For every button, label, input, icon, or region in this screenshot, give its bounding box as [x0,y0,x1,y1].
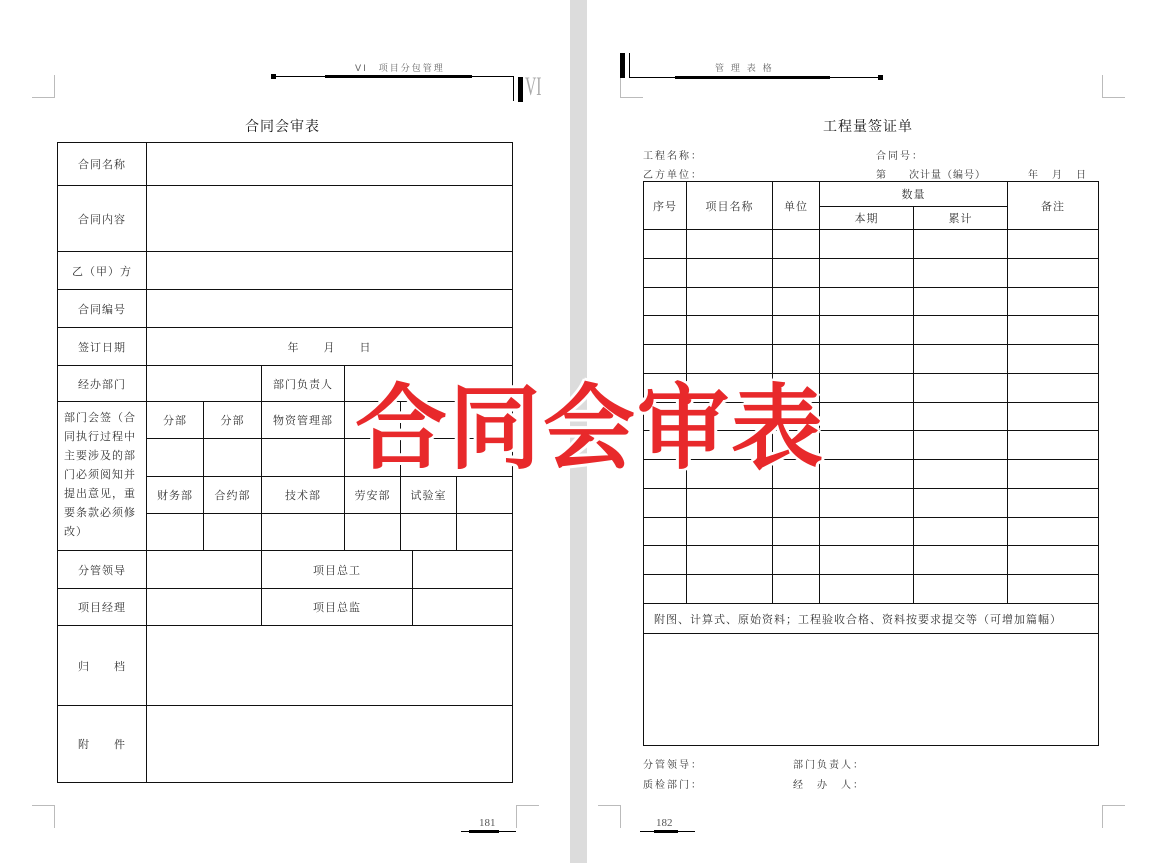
table-cell[interactable] [1007,402,1099,431]
header-rule-bar [518,77,523,102]
table-cell[interactable] [1007,430,1099,460]
table-cell[interactable] [686,574,773,604]
table-cell[interactable] [819,344,914,374]
qc-dept-label: 质检部门： [643,780,703,791]
table-cell[interactable] [1007,574,1099,604]
form-title: 工程量签证单 [823,119,913,135]
label-cell: 归 档 [57,625,147,706]
label-cell: 项目经理 [57,588,147,626]
table-cell[interactable] [819,402,914,431]
dept-head-label: 部门负责人： [793,760,865,771]
crop-mark [1102,75,1125,98]
measure-no-label: 第 次计量（编号） [876,170,986,181]
table-cell[interactable] [643,229,687,259]
table-cell[interactable] [686,229,773,259]
input-cell[interactable] [146,251,513,290]
table-cell[interactable] [1007,459,1099,489]
table-cell[interactable] [1007,258,1099,288]
table-cell[interactable] [643,545,687,575]
input-cell[interactable] [146,588,262,626]
chapter-mark: VI [525,72,542,101]
input-cell[interactable] [146,185,513,252]
note-cell: 附图、计算式、原始资料；工程验收合格、资料按要求提交等（可增加篇幅） [643,603,1099,634]
input-cell[interactable] [146,705,513,783]
header-rule-thick [325,75,472,78]
table-cell[interactable] [643,315,687,345]
table-cell[interactable] [819,459,914,489]
label-cell: 分管领导 [57,550,147,589]
input-cell[interactable] [146,550,262,589]
footer-rule-thick [654,830,678,833]
table-cell[interactable] [643,344,687,374]
contract-no-label: 合同号： [876,151,924,162]
label-cell: 劳安部 [344,476,401,514]
table-cell[interactable] [913,344,1008,374]
label-cell: 分部 [203,401,262,439]
table-cell[interactable] [819,574,914,604]
header-rule-end [629,53,630,77]
label-cell: 经办部门 [57,365,147,402]
label-cell: 合同内容 [57,185,147,252]
leader-label: 分管领导： [643,760,703,771]
table-cell[interactable] [913,517,1008,546]
date-label: 年 月 日 [1028,170,1088,181]
table-cell[interactable] [772,517,820,546]
table-cell[interactable] [913,545,1008,575]
crop-mark [1102,805,1125,828]
crop-mark [32,75,55,98]
table-cell[interactable] [643,258,687,288]
table-cell[interactable] [1007,344,1099,374]
header-rule-thick [675,76,830,79]
input-cell[interactable] [261,513,345,551]
table-cell[interactable] [913,574,1008,604]
party-b-label: 乙方单位： [643,170,703,181]
input-cell[interactable] [203,513,262,551]
table-cell[interactable] [643,488,687,518]
input-cell[interactable] [146,513,204,551]
crop-mark [516,805,539,828]
table-cell[interactable] [819,545,914,575]
input-cell[interactable] [203,438,262,477]
table-cell[interactable] [1007,373,1099,403]
input-cell[interactable] [146,365,262,402]
label-cell: 累计 [913,206,1008,230]
label-cell: 单位 [772,181,820,230]
attachment-area[interactable] [643,633,1099,746]
table-cell[interactable] [772,287,820,316]
table-cell[interactable] [772,258,820,288]
overlay-title: 合同会审表 [355,375,826,482]
label-cell: 备注 [1007,181,1099,230]
table-cell[interactable] [1007,315,1099,345]
header-rule-end [513,76,514,101]
footer-rule-thick [469,830,499,833]
page-number: 181 [479,817,496,829]
input-cell[interactable] [146,438,204,477]
table-cell[interactable] [1007,287,1099,316]
input-cell[interactable] [261,438,345,477]
table-cell[interactable] [913,287,1008,316]
table-cell[interactable] [913,315,1008,345]
table-cell[interactable] [686,287,773,316]
header-rule-bar [620,53,625,78]
table-cell[interactable] [1007,229,1099,259]
table-cell[interactable] [686,517,773,546]
label-cell: 部门会签（合同执行过程中主要涉及的部门必须阅知并提出意见，重要条款必须修改） [57,401,147,551]
table-cell[interactable] [913,488,1008,518]
table-cell[interactable] [819,373,914,403]
table-cell[interactable] [913,373,1008,403]
table-cell[interactable] [772,574,820,604]
label-cell: 附 件 [57,705,147,783]
table-cell[interactable] [819,430,914,460]
table-cell[interactable] [819,287,914,316]
table-cell[interactable] [913,258,1008,288]
table-cell[interactable] [686,488,773,518]
table-cell[interactable] [772,229,820,259]
table-cell[interactable] [643,287,687,316]
page-number: 182 [656,817,673,829]
table-cell[interactable] [772,545,820,575]
header-rule-dot [271,74,276,79]
table-cell[interactable] [819,229,914,259]
crop-mark [598,805,621,828]
input-cell[interactable] [146,625,513,706]
label-cell: 项目总监 [261,588,413,626]
running-header: 管 理 表 格 [715,64,774,74]
table-cell[interactable] [686,545,773,575]
table-cell[interactable] [819,517,914,546]
input-cell[interactable] [400,513,457,551]
input-cell[interactable] [456,513,513,551]
table-cell[interactable] [772,488,820,518]
label-cell: 序号 [643,181,687,230]
label-cell: 技术部 [261,476,345,514]
label-cell: 合同编号 [57,289,147,328]
label-cell: 乙（甲）方 [57,251,147,290]
table-cell[interactable] [913,402,1008,431]
input-cell[interactable] [412,550,513,589]
project-name-label: 工程名称： [643,151,703,162]
table-cell[interactable] [772,344,820,374]
handler-label: 经 办 人： [793,780,865,791]
label-cell: 项目总工 [261,550,413,589]
label-cell: 物资管理部 [261,401,345,439]
table-cell[interactable] [913,459,1008,489]
label-cell: 合约部 [203,476,262,514]
crop-mark [620,75,643,98]
input-cell[interactable] [146,142,513,186]
label-cell: 合同名称 [57,142,147,186]
table-cell[interactable] [913,430,1008,460]
table-cell[interactable] [913,229,1008,259]
table-cell[interactable] [1007,488,1099,518]
table-cell[interactable] [819,488,914,518]
table-cell[interactable] [643,517,687,546]
label-cell: 财务部 [146,476,204,514]
input-cell[interactable] [412,588,513,626]
table-cell[interactable] [1007,545,1099,575]
label-cell: 项目名称 [686,181,773,230]
table-cell[interactable] [772,315,820,345]
table-cell[interactable] [686,344,773,374]
input-cell[interactable] [344,513,401,551]
form-title: 合同会审表 [245,119,320,135]
running-header: VI 项目分包管理 [355,64,445,74]
table-cell[interactable] [819,315,914,345]
table-cell[interactable] [643,574,687,604]
table-cell[interactable] [686,258,773,288]
label-cell: 部门负责人 [261,365,345,402]
header-rule-dot [878,75,883,80]
table-cell[interactable] [819,258,914,288]
table-cell[interactable] [1007,517,1099,546]
label-cell: 数量 [819,181,1008,207]
date-cell: 年 月 日 [146,327,513,366]
label-cell: 分部 [146,401,204,439]
crop-mark [32,805,55,828]
label-cell: 试验室 [400,476,457,514]
label-cell: 本期 [819,206,914,230]
input-cell[interactable] [146,289,513,328]
table-cell[interactable] [686,315,773,345]
label-cell: 签订日期 [57,327,147,366]
